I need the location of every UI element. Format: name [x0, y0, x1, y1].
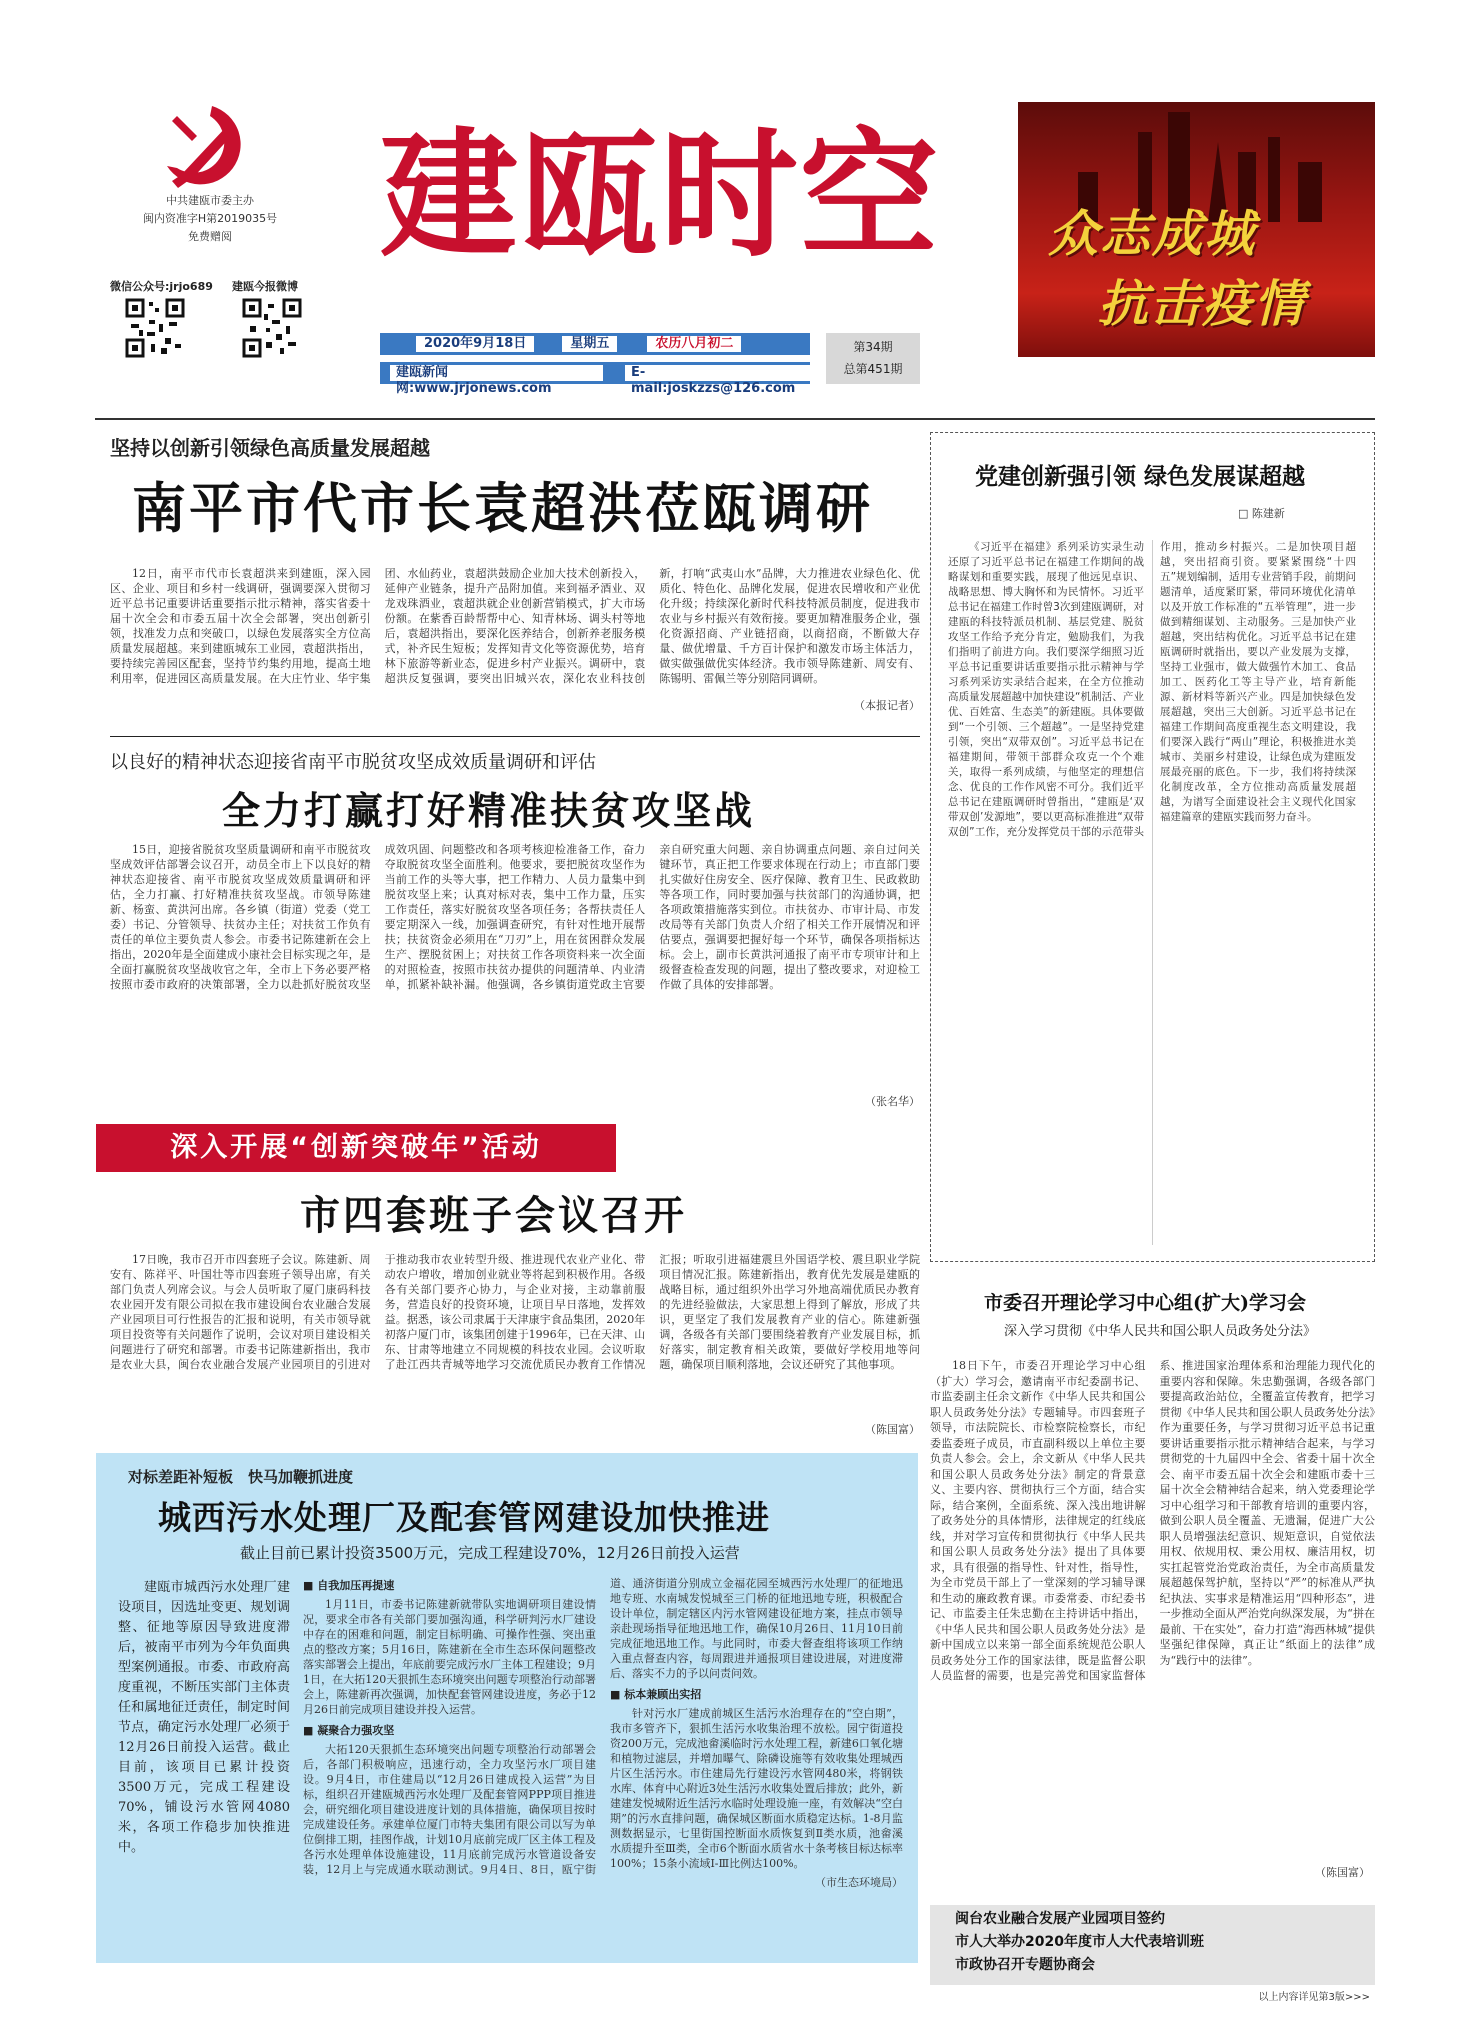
- date-text: 2020年9月18日: [416, 336, 534, 352]
- weekday-text: 星期五: [562, 336, 617, 352]
- article4-signature: （陈国富）: [1315, 1866, 1370, 1879]
- publisher-info: [110, 192, 310, 246]
- weibo-label: 建瓯今报微博: [232, 280, 298, 293]
- activity-banner: [96, 1124, 616, 1172]
- article3-signature: （陈国富）: [865, 1423, 920, 1436]
- issue-box: [826, 333, 920, 384]
- article5-lead: 建瓯市城西污水处理厂建设项目，因选址变更、规划调整、征地等原因导致进度滞后，被南平市列为今年负面典型案例通报。市委、市政府高度重视，不断压实部门主体责任和属地征迁责任，制定时间节点，确定污水处理厂必须于12月26日前投入运营。截止目前，该项目已累计投资3500万元，完成工程建设70%，铺设污水管网4080米，各项工作稳步加快推进中。: [118, 1580, 290, 1855]
- party-emblem: [152, 96, 262, 196]
- activity-banner-text: 深入开展“创新突破年”活动: [170, 1132, 542, 1163]
- article4-headline: 市委召开理论学习中心组(扩大)学习会: [984, 1292, 1306, 1314]
- masthead-title: 建瓯时空: [380, 113, 941, 276]
- section-title-3: ■ 标本兼顾出实招: [610, 1688, 702, 1701]
- license-line: 闽内资准字H第2019035号: [142, 212, 278, 225]
- anti-epidemic-banner: [1018, 102, 1375, 357]
- section-body-2: 大拓120天狠抓生态环境突出问题专项整治行动部署会后，各部门积极响应，迅速行动，全力攻坚污水厂项目建设。9月4日，市住建局以“12月26日建成投入运营”为目标，组织召开建瓯城西污水处理厂及配套管网PPP项目推进会，研究细化项目建设进度计划的具体措施，确保项目按时完成建设任务。承建单位厦门市特夫集团有限公司以写为单位倒排工期，挂图作战，计划10月底前完成厂区主体工程及各污水处理单体设施建设，11月底前完成污水管道设备安装，12月上与完成通水联动测试。9月4日、8日，瓯宁街道、通济街道分别成立金福花园至城西污水处理厂的征地迅地专班、水南城发悦城至三门桥的征地迅地专班，积极配合设计单位，制定辖区内污水管网建设征地方案，挂点市领导亲赴现场指导征地迅地工作，确保10月26日、11月10日前完成征地迅地工作。与此同时，市委大督查组将该项工作纳入重点督查内容，每周跟进并通报项目建设进展，对进度滞后、落实不力的予以问责问效。: [303, 1577, 903, 1876]
- article3-body: 17日晚，我市召开市四套班子会议。陈建新、周安有、陈祥平、叶国壮等市四套班子领导出席，有关部门负责人列席会议。与会人员听取了厦门康码科技农业园开发有限公司拟在我市建设闽台农业融合发展产业园项目可行性报告的汇报和说明，有关市领导就项目投资等有关问题作了说明，会议对项目建设相关问题进行了研究和部署。市委书记陈建新指出，我市是农业大县，闽台农业融合发展产业园项目的引进对于推动我市农业转型升级、推进现代农业产业化、带动农户增收，增加创业就业等将起到积极作用。各级各有关部门要齐心协力，与企业对接，主动靠前服务，营造良好的投资环境，让项目早日落地，发挥效益。据悉，该公司隶属于天津康宇食品集团，2020年初落户厦门市，该集团创建于1996年，已在天津、山东、甘肃等地建立不同规模的科技农业园。会议听取了赴江西共青城等地学习交流优质民办教育工作情况汇报；听取引进福建震旦外国语学校、震旦职业学院项目情况汇报。陈建新指出，教育优先发展是建瓯的战略目标，通过组织外出学习外地高端优质民办教育的先进经验做法，大家思想上得到了解放，形成了共识，更坚定了我们发展教育产业的信心。陈建新强调，各级各有关部门要围绕着教育产业发展目标，抓好落实，制定教育相关政策，要做好学校用地等问题，确保项目顺利落地，会议还研究了其他事项。: [110, 1253, 920, 1371]
- briefs-more-link[interactable]: 以上内容详见第3版>>>: [1258, 1992, 1370, 2003]
- article1-headline: 南平市代市长袁超洪莅瓯调研: [132, 476, 873, 540]
- article5-kicker: 对标差距补短板 快马加鞭抓进度: [128, 1468, 354, 1486]
- date-bar: [380, 333, 810, 355]
- banner-line-2: 抗击疫情: [1098, 275, 1306, 333]
- article1-body: 12日，南平市代市长袁超洪来到建瓯，深入园区、企业、项目和乡村一线调研，强调要深入贯彻习近平总书记重要讲话重要指示批示精神，落实省委十届十次全会和市委五届十次全会部署，突出创新引领，找准发力点和突破口，以绿色发展落实全方位高质量发展超越。来到建瓯城东工业园，袁超洪指出，要持续完善园区配套，坚持节约集约用地，提高土地利用率，促进园区高质量发展。在大庄竹业、华宇集团、水仙药业，袁超洪鼓励企业加大技术创新投入，延伸产业链条，提升产品附加值。来到福矛酒业、双龙戏珠酒业，袁超洪就企业创新营销模式，扩大市场份额。在紫香百龄帮帮中心、知青林场、调头村等地后，袁超洪指出，要深化医养结合，创新养老服务模式，补齐民生短板；发挥知青文化等资源优势，培育林下旅游等新业态，促进乡村产业振兴。调研中，袁超洪反复强调，要突出旧城兴农，深化农业科技创新，打响“武夷山水”品牌，大力推进农业绿色化、优质化、特色化、品牌化发展，促进农民增收和产业优化升级；持续深化新时代科技特派员制度，促进我市农业与乡村振兴有效衔接。要更加精准服务企业，强化资源招商、产业链招商，以商招商，不断做大存量、做优增量、千方百计保护和激发市场主体活力，做实做强做优实体经济。我市领导陈建新、周安有、陈锡明、雷佩兰等分别陪同调研。: [110, 567, 920, 685]
- article2-kicker: 以良好的精神状态迎接省南平市脱贫攻坚成效质量调研和评估: [110, 752, 596, 773]
- wechat-label: 微信公众号:jrjo689: [110, 280, 213, 293]
- section-body-1: 1月11日，市委书记陈建新就带队实地调研项目建设情况，要求全市各有关部门要加强沟通，科学研判污水厂建设中存在的困难和问题，制定目标明确、可操作性强、突出重点的整改方案；5月16日，陈建新在全市生态环保问题整改落实部署会上提出，年底前要完成污水厂主体工程建设；9月1日，在大拓120天狠抓生态环境突出问题专项整治行动部署会上，陈建新再次强调，加快配套管网建设进度，务必于12月26日前完成项目建设并投入运营。: [303, 1598, 596, 1716]
- article5-columns: [303, 1576, 903, 1946]
- article5-signature: （市生态环境局）: [815, 1876, 903, 1889]
- sidebar-article-body: 《习近平在福建》系列采访实录生动还原了习近平总书记在福建工作期间的战略谋划和重要实践，展现了他远见卓识、战略思想、博大胸怀和为民情怀。习近平总书记在福建工作时曾3次到建瓯调研，对建瓯的科技特派员机制、基层党建、脱贫攻坚工作给予充分肯定，勉励我们，为我们指明了前进方向。我们要深学细照习近平总书记重要讲话重要指示批示精神与学习系列采访实录结合起来，在全方位推动高质量发展超越中加快建设“机制活、产业优、百姓富、生态美”的新建瓯。具体要做到“一个引领、三个超越”。一是坚持党建引领，突出“双带双创”。习近平总书记在福建期间，带领干部群众攻克一个个难关，取得一系列成绩，与他坚定的理想信念、优良的工作作风密不可分。我们近平总书记在建瓯调研时曾指出，“建瓯是‘双带双创’发源地”，要以更高标准推进“双带双创”工作，充分发挥党员干部的示范带头作用，推动乡村振兴。二是加快项目超越，突出招商引资。要紧紧围绕“十四五”规划编制，适用专业营销手段，前期问题清单，适度紧盯紧，带同环境优化清单以及开放工作标准的“五举管理”，进一步做到精细谋划、主动服务。三是加快产业超越，突出结构优化。习近平总书记在建瓯调研时就指出，要以产业发展为支撑，坚持工业强市，做大做强竹木加工、食品加工、医药化工等主导产业，培育新能源、新材料等新兴产业。四是加快绿色发展超越，突出三大创新。习近平总书记在福建工作期间高度重视生态文明建设，我们要深入践行“两山”理论，积极推进水美城市、美丽乡村建设，让绿色成为建瓯发展最亮丽的底色。下一步，我们将持续深化制度改革，全方位推动高质量发展超越，为谱写全面建设社会主义现代化国家福建篇章的建瓯实践而努力奋斗。: [948, 541, 1356, 838]
- article5-subheadline: 截止目前已累计投资3500万元，完成工程建设70%，12月26日前投入运营: [240, 1544, 740, 1562]
- lunar-text: 农历八月初二: [647, 336, 741, 352]
- article2-signature: （张名华）: [865, 1095, 920, 1108]
- article5-headline: 城西污水处理厂及配套管网建设加快推进: [158, 1498, 770, 1537]
- masthead-divider: [95, 418, 1375, 420]
- article1-divider: [110, 736, 920, 737]
- article4-body: 18日下午，市委召开理论学习中心组（扩大）学习会，邀请南平市纪委副书记、市监委副主任余文新作《中华人民共和国公职人员政务处分法》专题辅导。市四套班子领导，市法院院长、市检察院检察长，市纪委监委班子成员，市直副科级以上单位主要负责人参会。会上，余文新从《中华人民共和国公职人员政务处分法》制定的背景意义、主要内容、贯彻执行三个方面，结合实际，结合案例，全面系统、深入浅出地讲解了政务处分的具体情形，法律规定的红线底线，并对学习宣传和贯彻执行《中华人民共和国公职人员政务处分法》提出了具体要求，具有很强的指导性、针对性，指导性，为全市党员干部上了一堂深刻的学习辅导课和生动的廉政教育课。市委常委、市纪委书记、市监委主任朱忠勤在主持讲话中指出，《中华人民共和国公职人员政务处分法》是新中国成立以来第一部全面系统规范公职人员政务处分工作的国家法律，既是监督公职人员监督的需要，也是完善党和国家监督体系、推进国家治理体系和治理能力现代化的重要内容和保障。朱忠勤强调，各级各部门要提高政治站位，全覆盖宣传教育，把学习贯彻《中华人民共和国公职人员政务处分法》作为重要任务，与学习贯彻习近平总书记重要讲话重要指示批示精神结合起来，与学习贯彻党的十九届四中全会、省委十届十次全会、南平市委五届十次全会和建瓯市委十三届十次全会精神结合起来，纳入党委理论学习中心组学习和干部教育培训的重要内容，做到公职人员全覆盖、无遗漏，促进广大公职人员增强法纪意识、规矩意识，自觉依法用权、依规用权、秉公用权、廉洁用权，切实扛起管党治党政治责任，为全市高质量发展超越保驾护航，坚持以“严”的标准从严执纪执法、实事求是精准运用“四种形态”，进一步推动全面从严治党向纵深发展，为“拼在最前、干在实处”，奋力打造“海西林城”提供坚强纪律保障，真正让“纸面上的法律”成为“践行中的法律”。: [930, 1359, 1375, 1682]
- sidebar-article-headline: 党建创新强引领 绿色发展谋超越: [975, 463, 1306, 490]
- sidebar-article-author: □ 陈建新: [1238, 507, 1285, 520]
- website-link[interactable]: 建瓯新闻网:www.jrjonews.com: [390, 365, 603, 381]
- article2-headline: 全力打赢打好精准扶贫攻坚战: [222, 788, 756, 833]
- article4-subheadline: 深入学习贯彻《中华人民共和国公职人员政务处分法》: [1004, 1324, 1317, 1339]
- article1-signature: （本报记者）: [854, 699, 920, 712]
- contact-bar: [380, 362, 810, 396]
- section-body-3: 针对污水厂建成前城区生活污水治理存在的“空白期”，我市多管齐下，狠抓生活污水收集治理不放松。园宁街道投资200万元，完成池畲溪临时污水处理工程，新建6口氧化塘和植物过滤层，并增加曝气、除磷设施等有效收集处理城西片区生活污水。市住建局先行建设污水管网480米，将钢铁水库、体育中心附近3处生活污水收集处置后排放；此外，新建建发悦城附近生活污水临时处理设施一座，有效解决“空白期”的污水直排问题，确保城区断面水质稳定达标。1-8月监测数据显示，七里街国控断面水质恢复到Ⅱ类水质，池畲溪水质提升至Ⅲ类，全市6个断面水质省水十条考核目标达标率100%；15条小流域Ⅰ-Ⅲ比例达100%。: [610, 1707, 903, 1870]
- brief-item-2[interactable]: 市人大举办2020年度市人大代表培训班: [955, 1934, 1204, 1950]
- brief-item-1[interactable]: 闽台农业融合发展产业园项目签约: [955, 1911, 1165, 1927]
- article2-body: 15日，迎接省脱贫攻坚质量调研和南平市脱贫攻坚成效评估部署会议召开，动员全市上下以良好的精神状态迎接省、南平市脱贫攻坚成效质量调研和评估，全力打赢、打好精准扶贫攻坚战。市领导陈建新、杨蛮、黄洪河出席。各乡镇（街道）党委（党工委）书记、分管领导、扶贫办主任；对扶贫工作负有责任的单位主要负责人参会。市委书记陈建新在会上指出，2020年是全面建成小康社会目标实现之年，是全面打赢脱贫攻坚战收官之年，全市上下务必要严格按照市委市政府的决策部署，全力以赴抓好脱贫攻坚成效巩固、问题整改和各项考核迎检准备工作，奋力夺取脱贫攻坚全面胜利。他要求，要把脱贫攻坚作为当前工作的头等大事，把工作精力、人员力量集中到脱贫攻坚上来；认真对标对表，集中工作力量，压实工作责任，落实好脱贫攻坚各项任务；各帮扶责任人要定期深入一线，加强调查研究，有针对性地开展帮扶；扶贫资金必须用在“刀刃”上，用在贫困群众发展生产、摆脱贫困上；对扶贫工作各项资料来一次全面的对照检查，按照市扶贫办提供的问题清单、内业清单，抓紧补缺补漏。他强调，各乡镇街道党政主官要亲自研究重大问题、亲自协调重点问题、亲自过问关键环节，真正把工作要求体现在行动上；市直部门要扎实做好住房安全、医疗保障、教育卫生、民政救助等各项工作，同时要加强与扶贫部门的沟通协调，把各项政策措施落实到位。市扶贫办、市审计局、市发改局等有关部门负责人介绍了相关工作开展情况和评估要点，强调要把握好每一个环节，确保各项指标达标。会上，副市长黄洪河通报了南平市专项审计和上级督查检查发现的问题，提出了整改要求，对迎检工作做了具体的安排部署。: [110, 843, 920, 991]
- email-link[interactable]: E-mail:joskzzs@126.com: [625, 365, 810, 381]
- issue-number: 第34期: [853, 340, 893, 354]
- wechat-qr-code[interactable]: [125, 298, 185, 358]
- brief-item-3[interactable]: 市政协召开专题协商会: [955, 1957, 1095, 1973]
- total-issue-number: 总第451期: [843, 362, 903, 376]
- free-line: 免费赠阅: [188, 230, 232, 243]
- publisher-line: 中共建瓯市委主办: [166, 194, 254, 207]
- section-title-2: ■ 凝聚合力强攻坚: [303, 1724, 395, 1737]
- section-title-1: ■ 自我加压再提速: [303, 1579, 395, 1592]
- briefs-list: [955, 1908, 1355, 1977]
- weibo-qr-code[interactable]: [242, 298, 302, 358]
- banner-line-1: 众志成城: [1048, 205, 1256, 263]
- article1-kicker: 坚持以创新引领绿色高质量发展超越: [110, 436, 430, 460]
- article3-headline: 市四套班子会议召开: [300, 1192, 687, 1239]
